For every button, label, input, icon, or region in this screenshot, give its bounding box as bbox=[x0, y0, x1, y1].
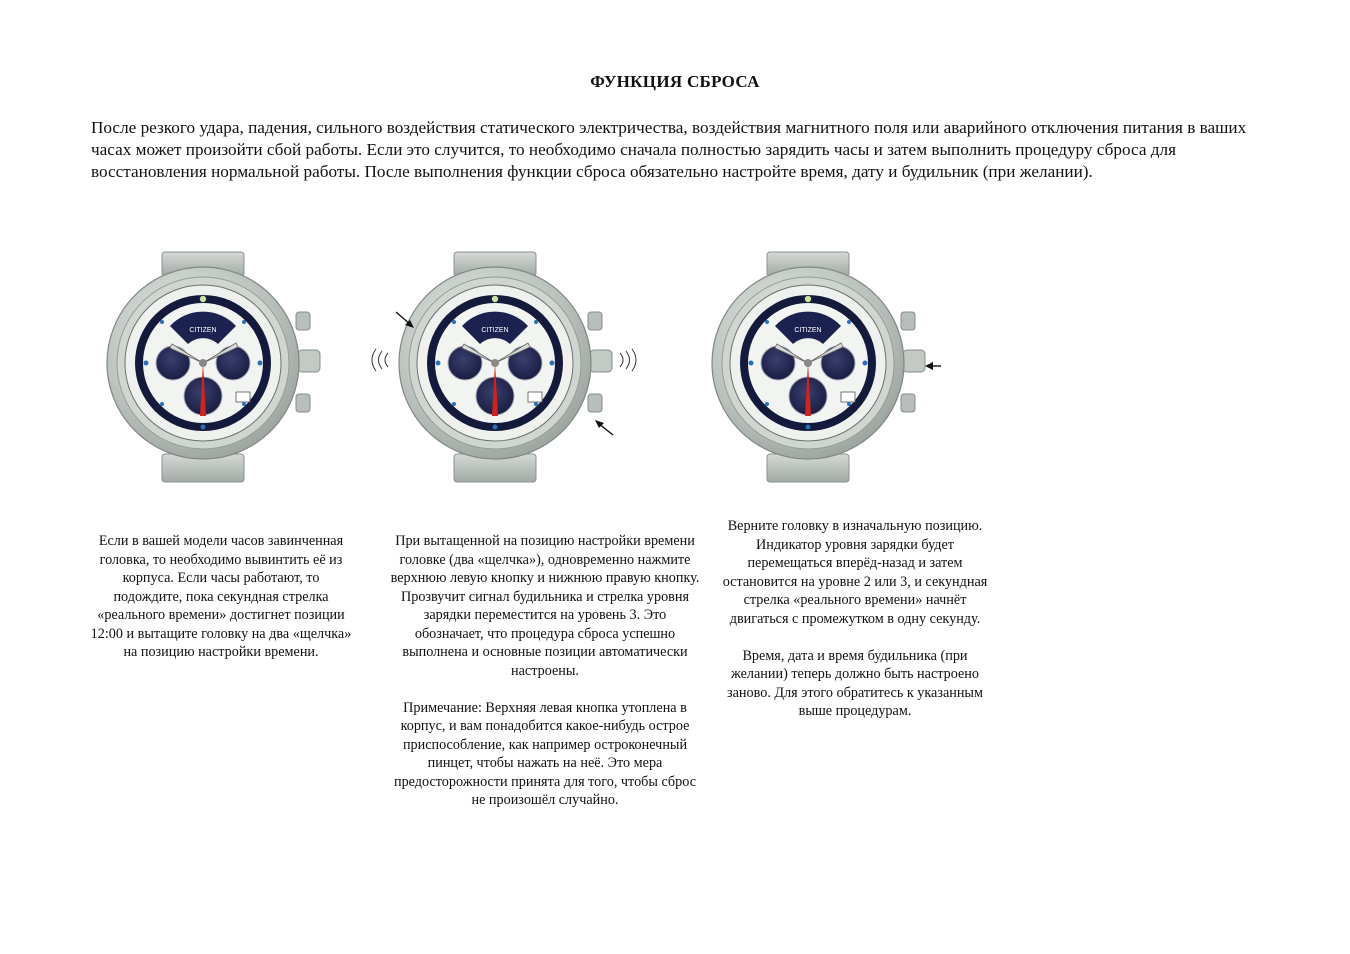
caption-step3 bbox=[722, 517, 988, 721]
arrow-crown-push-icon bbox=[925, 362, 941, 370]
watch-brand-text: CITIZEN bbox=[481, 327, 509, 334]
watch-brand-text: CITIZEN bbox=[794, 327, 822, 334]
caption-step1 bbox=[88, 532, 354, 662]
watch-step2 bbox=[372, 252, 636, 482]
watch-illustrations bbox=[88, 246, 964, 486]
caption-step2-text: При вытащенной на позицию настройки времени головке (два «щелчка»), одновременно нажмите верхнюю левую кнопку и нижнюю правую кнопку. Прозвучит сигнал будильника и стрелка уровня зарядки переместится на уровень 3. Это обозначает, что процедура сброса успешно выполнена и основные позиции автоматически настроены. bbox=[390, 533, 700, 679]
page-title: ФУНКЦИЯ СБРОСА bbox=[590, 72, 760, 91]
caption-step1-text: Если в вашей модели часов завинченная головка, то необходимо вывинтить её из корпуса. Если часы работают, то подождите, пока секундная стрелка «реального времени» достигнет позиции 12:00 и вытащите головку на два «щелчка» на позицию настройки времени. bbox=[90, 533, 352, 660]
caption-step2 bbox=[388, 532, 702, 810]
caption-step3-note: Время, дата и время будильника (при желании) теперь должно быть настроено заново. Для этого обратитесь к указанным выше процедурам. bbox=[727, 647, 983, 719]
watch-brand-text: CITIZEN bbox=[189, 327, 217, 334]
watch-step1 bbox=[107, 252, 320, 482]
arrow-bottom-right-icon bbox=[595, 420, 613, 435]
intro-paragraph: После резкого удара, падения, сильного воздействия статического электричества, воздействия магнитного поля или аварийного отключения питания в ваших часах может произойти сбой работы. Если это случится, то необходимо сначала полностью зарядить часы и затем выполнить процедуру сброса для восстановления нормальной работы. После выполнения функции сброса обязательно настройте время, дату и будильник (при желании). bbox=[91, 118, 1247, 181]
caption-step2-note: Примечание: Верхняя левая кнопка утоплена в корпус, и вам понадобится какое-нибудь острое приспособление, как например остроконечный пинцет, чтобы нажать на неё. Это мера предосторожности принята для того, чтобы сброс не произошёл случайно. bbox=[394, 699, 696, 808]
watch-step3 bbox=[712, 252, 941, 482]
caption-step3-text: Верните головку в изначальную позицию. Индикатор уровня зарядки будет перемещаться вперёд-назад и затем остановится на уровне 2 или 3, и секундная стрелка «реального времени» начнёт двигаться с промежутком в одну секунду. bbox=[722, 518, 988, 627]
